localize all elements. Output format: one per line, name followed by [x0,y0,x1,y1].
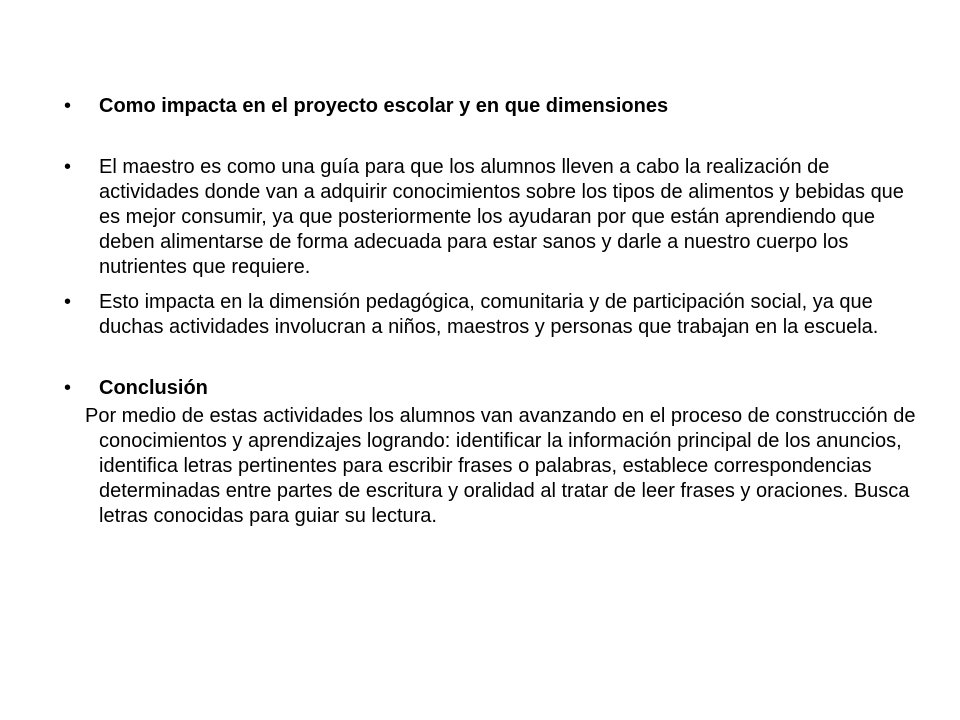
bullet-symbol: • [64,291,72,313]
conclusion-heading: Conclusión [99,377,208,399]
bullet-symbol: • [64,156,72,178]
slide-content [64,94,914,529]
bullet-item-teacher-role [64,155,914,280]
bullet-symbol: • [64,95,72,117]
bullet-symbol: • [64,377,72,399]
bullet-item-heading [64,94,914,119]
dimensions-text: Esto impacta en la dimensión pedagógica, comunitaria y de participación social, ya que duchas actividades involucran a niños, maestros y personas que trabajan en la escuela. [99,291,879,338]
bullet-item-conclusion [64,376,914,401]
heading-text: Como impacta en el proyecto escolar y en que dimensiones [99,95,669,117]
bullet-item-dimensions [64,290,914,340]
teacher-role-text: El maestro es como una guía para que los alumnos lleven a cabo la realización de actividades donde van a adquirir conocimientos sobre los tipos de alimentos y bebidas que es mejor consumir, ya que posteriormente los ayudaran por que están aprendiendo que deben alimentarse de forma adecuada para estar sanos y darle a nuestro cuerpo los nutrientes que requiere. [99,156,904,278]
conclusion-paragraph: Por medio de estas actividades los alumnos van avanzando en el proceso de construcción de conocimientos y aprendizajes logrando: identificar la información principal de los anuncios, identifica letras pertinentes para escribir frases o palabras, establece correspondencias determinadas entre partes de escritura y oralidad al tratar de leer frases y oraciones. Busca letras conocidas para guiar su lectura. [85,405,916,527]
